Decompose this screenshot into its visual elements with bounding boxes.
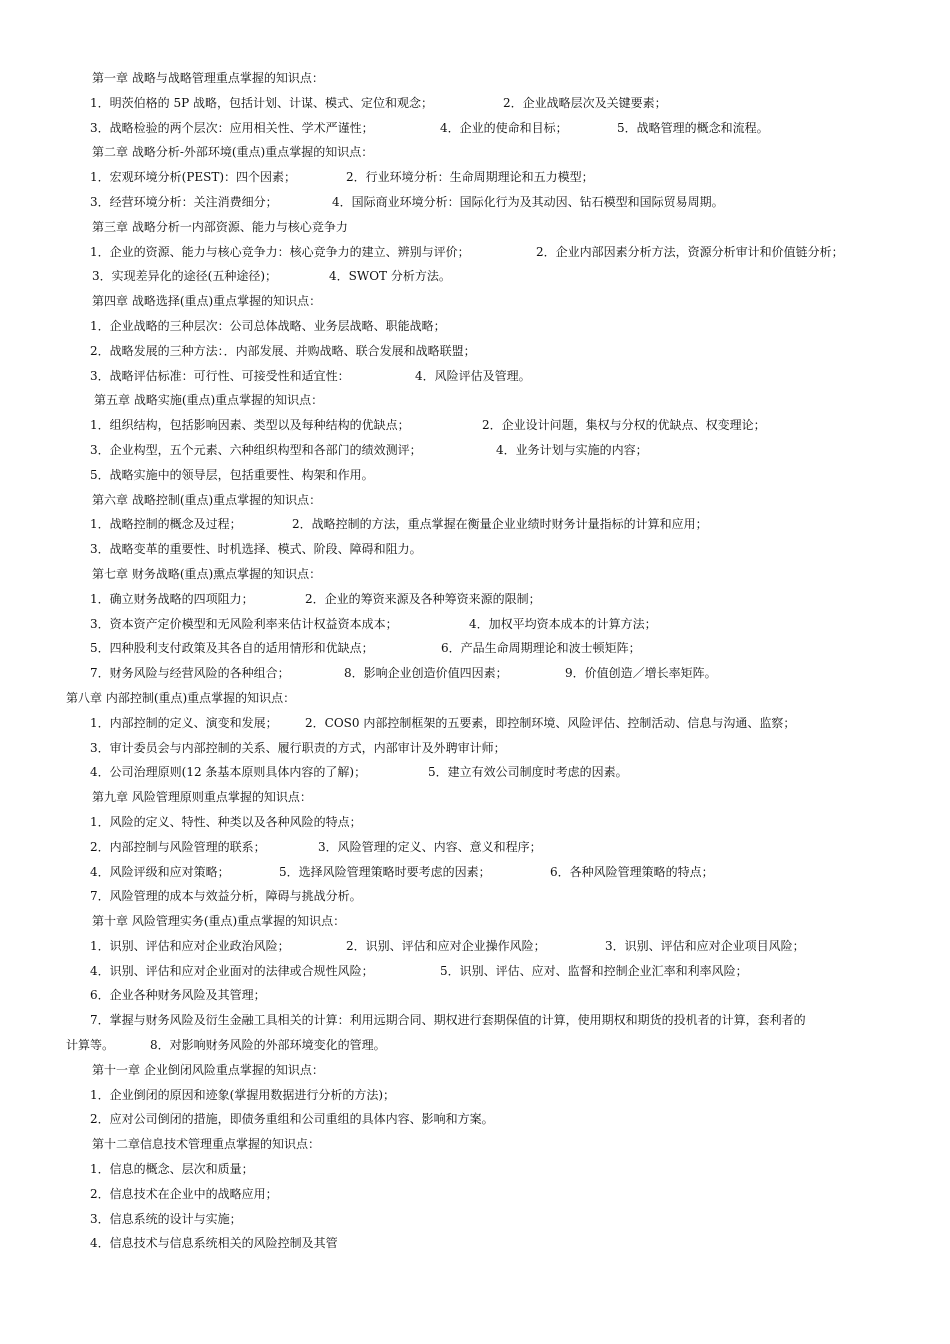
- knowledge-point-text: 4．国际商业环境分析：国际化行为及其动因、钻石模型和国际贸易周期。: [332, 194, 724, 209]
- chapter-heading: [0, 66, 950, 91]
- knowledge-point-text: 4．公司治理原则(12 条基本原则具体内容的了解)；: [90, 765, 367, 780]
- chapter-heading: [0, 215, 950, 240]
- knowledge-point-text: 8．对影响财务风险的外部环境变化的管理。: [150, 1038, 386, 1053]
- chapter-heading-text: 第八章 内部控制(重点)重点掌握的知识点：: [66, 690, 296, 705]
- chapter-heading-text: 第九章 风险管理原则重点掌握的知识点：: [92, 790, 312, 805]
- knowledge-point-text: 4．风险评估及管理。: [415, 368, 531, 383]
- knowledge-point-line: [0, 1157, 950, 1182]
- chapter-heading-text: 第一章 战略与战略管理重点掌握的知识点：: [92, 71, 324, 85]
- knowledge-point-text: 3．识别、评估和应对企业项目风险；: [605, 938, 805, 953]
- knowledge-point-line: [0, 884, 950, 909]
- knowledge-point-text: 2．COS0 内部控制框架的五要素，即控制环境、风险评估、控制活动、信息与沟通、监察；: [305, 715, 796, 730]
- knowledge-point-text: 1．风险的定义、特性、种类以及各种风险的特点；: [90, 814, 362, 829]
- knowledge-point-text: 4．业务计划与实施的内容；: [496, 442, 648, 457]
- knowledge-point-text: 6．企业各种财务风险及其管理；: [90, 988, 266, 1003]
- chapter-heading-text: 第四章 战略选择(重点)重点掌握的知识点：: [92, 294, 322, 309]
- knowledge-point-text: 4．信息技术与信息系统相关的风险控制及其管: [90, 1236, 338, 1251]
- knowledge-point-line: [0, 835, 950, 860]
- chapter-heading: [0, 562, 950, 587]
- knowledge-point-text: 4．SWOT 分析方法。: [329, 269, 451, 284]
- knowledge-point-line: [0, 1008, 950, 1033]
- knowledge-point-text: 3．信息系统的设计与实施；: [90, 1211, 242, 1226]
- knowledge-point-text: 3．审计委员会与内部控制的关系、履行职责的方式，内部审计及外聘审计师；: [90, 740, 506, 755]
- knowledge-point-line: [0, 860, 950, 885]
- knowledge-point-line: [0, 314, 950, 339]
- knowledge-point-text: 2．应对公司倒闭的措施，即债务重组和公司重组的具体内容、影响和方案。: [90, 1112, 494, 1127]
- knowledge-point-text: 7．风险管理的成本与效益分析，障碍与挑战分析。: [90, 889, 362, 904]
- knowledge-point-text: 5．四种股利支付政策及其各自的适用情形和优缺点；: [90, 641, 374, 656]
- knowledge-point-text: 3．战略评估标准：可行性、可接受性和适宜性：: [90, 368, 350, 383]
- knowledge-point-text: 2．识别、评估和应对企业操作风险；: [346, 938, 546, 953]
- knowledge-point-text: 9．价值创造／增长率矩阵。: [565, 666, 717, 681]
- knowledge-point-line: [0, 587, 950, 612]
- knowledge-point-text: 4．加权平均资本成本的计算方法；: [469, 616, 657, 631]
- knowledge-point-text: 2．信息技术在企业中的战略应用；: [90, 1186, 278, 1201]
- knowledge-point-text: 1．企业倒闭的原因和迹象(掌握用数据进行分析的方法)；: [90, 1087, 396, 1102]
- knowledge-point-text: 7．掌握与财务风险及衍生金融工具相关的计算：利用远期合同、期权进行套期保值的计算，使用期权和期货的投机者的计算，套利者的: [90, 1013, 806, 1028]
- knowledge-point-text: 2．企业内部因素分析方法，资源分析审计和价值链分析；: [536, 244, 844, 259]
- chapter-heading: [0, 785, 950, 810]
- knowledge-point-text: 1．内部控制的定义、演变和发展；: [90, 715, 278, 730]
- knowledge-point-text: 3．经营环境分析：关注消费细分；: [90, 194, 278, 209]
- knowledge-point-line: [0, 1182, 950, 1207]
- knowledge-point-line: [0, 612, 950, 637]
- chapter-heading-text: 第十章 风险管理实务(重点)重点掌握的知识点：: [92, 914, 346, 929]
- knowledge-point-text: 7．财务风险与经营风险的各种组合；: [90, 666, 290, 681]
- knowledge-point-text: 1．企业战略的三种层次：公司总体战略、业务层战略、职能战略；: [90, 318, 446, 333]
- knowledge-point-text: 6．各种风险管理策略的特点；: [550, 864, 714, 879]
- knowledge-point-text: 2．战略发展的三种方法：．内部发展、并购战略、联合发展和战略联盟；: [90, 343, 476, 358]
- chapter-heading-text: 第七章 财务战略(重点)熏点掌握的知识点：: [92, 566, 322, 581]
- knowledge-point-text: 1．组织结构，包括影响因素、类型以及每种结构的优缺点；: [90, 418, 410, 433]
- knowledge-point-text: 4．风险评级和应对策略；: [90, 864, 230, 879]
- knowledge-point-text: 1．明茨伯格的 5P 战略，包括计划、计谋、模式、定位和观念；: [90, 95, 433, 110]
- knowledge-point-line: [0, 438, 950, 463]
- chapter-heading: [0, 1132, 950, 1157]
- knowledge-point-line: [0, 959, 950, 984]
- knowledge-point-text: 5．战略管理的概念和流程。: [617, 120, 769, 135]
- knowledge-point-line: [0, 364, 950, 389]
- knowledge-point-line: [0, 1083, 950, 1108]
- knowledge-point-text: 4．识别、评估和应对企业面对的法律或合规性风险；: [90, 963, 374, 978]
- knowledge-point-line: [0, 537, 950, 562]
- chapter-heading: [0, 388, 950, 413]
- knowledge-point-text: 3．企业构型，五个元素、六种组织构型和各部门的绩效测评；: [90, 442, 422, 457]
- knowledge-point-line: [0, 264, 950, 289]
- knowledge-point-text: 2．行业环境分析：生命周期理论和五力模型；: [346, 170, 594, 185]
- knowledge-point-line: [0, 1033, 950, 1058]
- knowledge-point-text: 2．企业的筹资来源及各种筹资来源的限制；: [305, 591, 541, 606]
- knowledge-point-line: [0, 661, 950, 686]
- knowledge-point-text: 2．战略控制的方法，重点掌握在衡量企业业绩时财务计量指标的计算和应用；: [292, 517, 708, 532]
- chapter-heading-text: 第六章 战略控制(重点)重点掌握的知识点：: [92, 492, 322, 507]
- knowledge-point-text: 1．战略控制的概念及过程；: [90, 517, 242, 532]
- knowledge-point-line: [0, 983, 950, 1008]
- knowledge-point-text: 1．识别、评估和应对企业政治风险；: [90, 938, 290, 953]
- knowledge-point-line: [0, 711, 950, 736]
- knowledge-point-text: 3．资本资产定价模型和无风险利率来估计权益资本成本；: [90, 616, 398, 631]
- knowledge-point-line: [0, 339, 950, 364]
- knowledge-point-text: 1．企业的资源、能力与核心竞争力：核心竞争力的建立、辨别与评价；: [90, 244, 470, 259]
- knowledge-point-line: [0, 190, 950, 215]
- knowledge-point-text: 3．实现差异化的途径(五种途径)；: [92, 269, 277, 284]
- knowledge-point-text: 2．内部控制与风险管理的联系；: [90, 839, 266, 854]
- knowledge-point-text: 1．信息的概念、层次和质量；: [90, 1162, 254, 1177]
- knowledge-point-line: [0, 91, 950, 116]
- knowledge-point-line: [0, 1107, 950, 1132]
- knowledge-point-text: 5．选择风险管理策略时要考虑的因素；: [279, 864, 491, 879]
- knowledge-point-line: [0, 463, 950, 488]
- chapter-heading: [0, 289, 950, 314]
- chapter-heading: [0, 488, 950, 513]
- chapter-heading-text: 第三章 战略分析一内部资源、能力与核心竞争力: [92, 219, 348, 234]
- chapter-heading-text: 第十一章 企业倒闭风险重点掌握的知识点：: [92, 1062, 324, 1077]
- chapter-heading: [0, 909, 950, 934]
- document-body: [0, 66, 950, 1256]
- knowledge-point-line: [0, 116, 950, 141]
- chapter-heading-text: 第十二章信息技术管理重点掌握的知识点：: [92, 1137, 321, 1152]
- chapter-heading-text: 第二章 战略分析-外部环境(重点)重点掌握的知识点：: [92, 145, 374, 160]
- knowledge-point-text: 计算等。: [66, 1038, 115, 1053]
- knowledge-point-line: [0, 810, 950, 835]
- knowledge-point-line: [0, 240, 950, 265]
- knowledge-point-line: [0, 636, 950, 661]
- knowledge-point-text: 5．建立有效公司制度时考虑的因素。: [428, 765, 628, 780]
- chapter-heading: [0, 1058, 950, 1083]
- knowledge-point-text: 3．战略变革的重要性、时机选择、模式、阶段、障碍和阻力。: [90, 542, 422, 557]
- chapter-heading-text: 第五章 战略实施(重点)重点掌握的知识点：: [94, 393, 324, 408]
- knowledge-point-line: [0, 934, 950, 959]
- knowledge-point-text: 4．企业的使命和目标；: [440, 120, 568, 135]
- knowledge-point-text: 1．确立财务战略的四项阻力；: [90, 591, 254, 606]
- knowledge-point-text: 8．影响企业创造价值四因素；: [344, 666, 508, 681]
- knowledge-point-line: [0, 413, 950, 438]
- knowledge-point-line: [0, 760, 950, 785]
- knowledge-point-text: 1．宏观环境分析(PEST)：四个因素；: [90, 170, 297, 185]
- knowledge-point-line: [0, 165, 950, 190]
- knowledge-point-line: [0, 1207, 950, 1232]
- knowledge-point-line: [0, 736, 950, 761]
- knowledge-point-text: 2．企业战略层次及关键要素；: [503, 95, 667, 110]
- chapter-heading: [0, 140, 950, 165]
- chapter-heading: [0, 686, 950, 711]
- knowledge-point-text: 3．战略检验的两个层次：应用相关性、学术严谨性；: [90, 120, 374, 135]
- knowledge-point-text: 5．战略实施中的领导层，包括重要性、构架和作用。: [90, 467, 374, 482]
- knowledge-point-line: [0, 512, 950, 537]
- knowledge-point-text: 2．企业设计问题，集权与分权的优缺点、权变理论；: [482, 418, 766, 433]
- knowledge-point-text: 3．风险管理的定义、内容、意义和程序；: [318, 839, 542, 854]
- knowledge-point-line: [0, 1231, 950, 1256]
- knowledge-point-text: 5．识别、评估、应对、监督和控制企业汇率和利率风险；: [440, 963, 748, 978]
- knowledge-point-text: 6．产品生命周期理论和波士顿矩阵；: [441, 641, 641, 656]
